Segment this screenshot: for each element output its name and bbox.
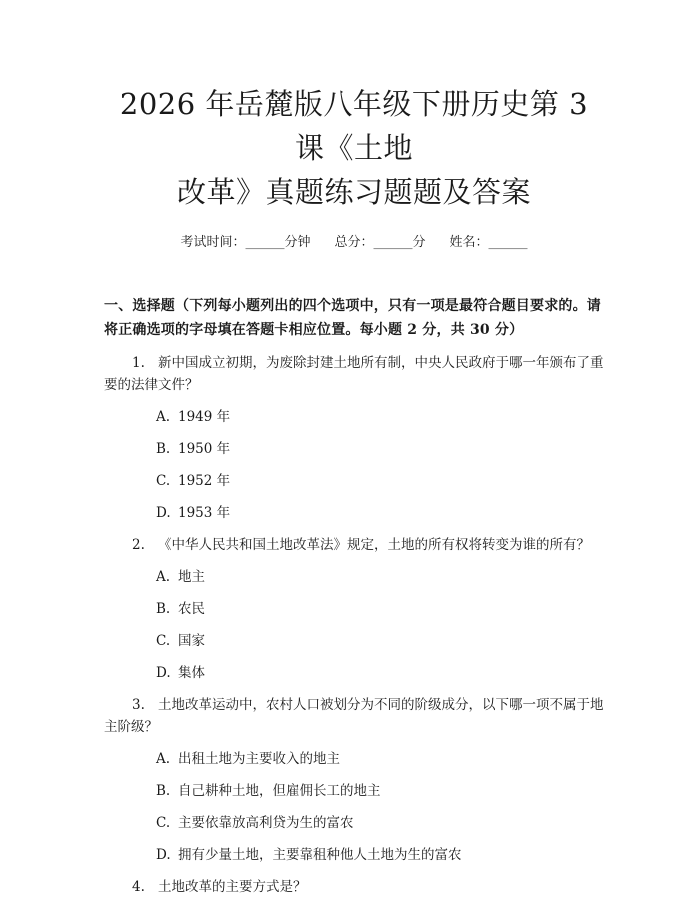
question-number: 3. xyxy=(132,697,145,713)
question-stem: 土地改革的主要方式是？ xyxy=(158,879,307,895)
question-text xyxy=(104,876,604,898)
question-number: 4. xyxy=(132,879,145,895)
option-text: 1952 年 xyxy=(178,473,231,489)
question-text xyxy=(104,352,604,396)
option-letter: D. xyxy=(156,847,171,863)
option-letter: D. xyxy=(156,505,171,521)
option-letter: B. xyxy=(156,783,171,799)
question-number: 1. xyxy=(132,355,145,371)
question-number: 2. xyxy=(132,537,145,553)
option-letter: B. xyxy=(156,601,171,617)
section-header-multiple-choice: 一、选择题（下列每小题列出的四个选项中，只有一项是最符合题目要求的。请将正确选项的字母填在答题卡相应位置。每小题 2 分，共 30 分） xyxy=(104,298,601,338)
total-score-label: 总分：______分 xyxy=(334,235,426,250)
option-letter: C. xyxy=(156,815,171,831)
option-d xyxy=(156,844,604,866)
option-letter: A. xyxy=(156,569,171,585)
question-3 xyxy=(104,694,604,866)
option-c xyxy=(156,812,604,834)
option-text: 国家 xyxy=(178,633,205,649)
option-letter: C. xyxy=(156,473,171,489)
question-1 xyxy=(104,352,604,524)
option-letter: B. xyxy=(156,441,171,457)
option-a xyxy=(156,748,604,770)
option-text: 1953 年 xyxy=(178,505,231,521)
option-letter: A. xyxy=(156,409,171,425)
option-text: 出租土地为主要收入的地主 xyxy=(178,751,340,767)
option-text: 1949 年 xyxy=(178,409,231,425)
option-list xyxy=(156,566,604,684)
option-text: 1950 年 xyxy=(178,441,231,457)
student-name-label: 姓名：______ xyxy=(449,235,528,250)
option-c xyxy=(156,470,604,492)
option-list xyxy=(156,406,604,524)
title-line-1: 2026 年岳麓版八年级下册历史第 3 课《土地 xyxy=(119,87,589,165)
option-list xyxy=(156,748,604,866)
question-stem: 《中华人民共和国土地改革法》规定，土地的所有权将转变为谁的所有？ xyxy=(158,537,590,553)
option-letter: A. xyxy=(156,751,171,767)
option-letter: D. xyxy=(156,665,171,681)
option-d xyxy=(156,662,604,684)
option-b xyxy=(156,598,604,620)
option-text: 自己耕种土地，但雇佣长工的地主 xyxy=(178,783,381,799)
option-text: 集体 xyxy=(178,665,205,681)
option-b xyxy=(156,438,604,460)
option-a xyxy=(156,566,604,588)
question-stem: 土地改革运动中，农村人口被划分为不同的阶级成分，以下哪一项不属于地主阶级？ xyxy=(104,697,604,735)
question-text xyxy=(104,694,604,738)
option-text: 地主 xyxy=(178,569,205,585)
option-c xyxy=(156,630,604,652)
question-2 xyxy=(104,534,604,684)
document-title xyxy=(104,0,604,214)
title-line-2: 改革》真题练习题题及答案 xyxy=(176,175,531,209)
option-text: 拥有少量土地，主要靠租种他人土地为生的富农 xyxy=(178,847,462,863)
question-4 xyxy=(104,876,604,898)
exam-time-label: 考试时间：______分钟 xyxy=(180,235,311,250)
question-stem: 新中国成立初期，为废除封建土地所有制，中央人民政府于哪一年颁布了重要的法律文件？ xyxy=(104,355,604,393)
option-text: 主要依靠放高利贷为生的富农 xyxy=(178,815,354,831)
option-b xyxy=(156,780,604,802)
option-text: 农民 xyxy=(178,601,205,617)
option-a xyxy=(156,406,604,428)
exam-info xyxy=(104,234,604,252)
question-text xyxy=(104,534,604,556)
option-letter: C. xyxy=(156,633,171,649)
option-d xyxy=(156,502,604,524)
